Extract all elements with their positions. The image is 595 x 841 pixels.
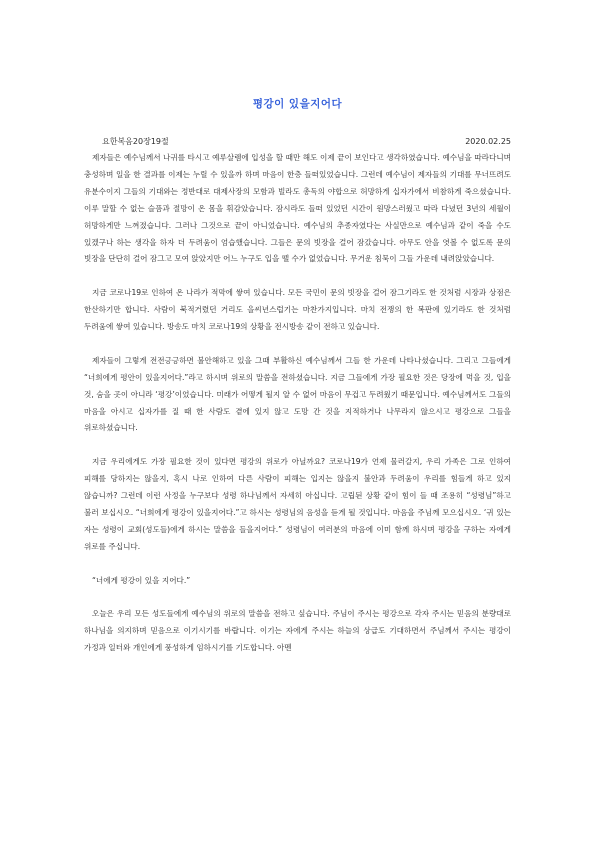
scripture-reference: 요한복음20장19절	[102, 137, 169, 146]
quote-paragraph: “너에게 평강이 있을 지어다.”	[92, 575, 191, 585]
paragraph-4: 지금 우리에게도 가장 필요한 것이 있다면 평강의 위로가 아닐까요? 코로나19가 언제 물러갈지, 우리 가족은 그로 인하여 피해를 당하지는 않을지, 혹시 나로 인하여 다른 사람이 피해는 입지는 않을지 불안과 두려움이 우리를 힘들게 하고 있지 않습니까? 그런데 이런 사정을 누구보다 성령 하나님께서 자세히 아십니다. 고립된 상황 같이 힘이 들 때 조용히 “성령님”하고 불러 보십시오. “너희에게 평강이 있을지어다.”고 하시는 성령님의 음성을 듣게 될 것입니다. 마음을 주님께 모으십시오. ‘귀 있는 자는 성령이 교회(성도들)에게 하시는 말씀을 들을지어다.” 성령님이 여러분의 마음에 이미 함께 하시며 평강을 구하는 자에게 위로를 주십니다.	[84, 457, 511, 551]
paragraph-2: 지금 코로나19로 인하여 온 나라가 적막에 쌓여 있습니다. 모든 국민이 문의 빗장을 걸어 잠그기라도 한 것처럼 시장과 상점은 한산하기만 합니다. 사람이 북적거렸던 거리도 을씨년스럽기는 마찬가지입니다. 마치 전쟁의 한 복판에 있기라도 한 것처럼 두려움에 쌓여 있습니다. 방송도 마치 코로나19의 상황을 전시방송 같이 전하고 있습니다.	[84, 288, 511, 332]
paragraph-3: 제자들이 그렇게 전전긍긍하면 불안해하고 있을 그때 부활하신 예수님께서 그들 한 가운데 나타나셨습니다. 그리고 그들에게 “너희에게 평안이 있을지어다.”라고 하시며 위로의 말씀을 전하셨습니다. 지금 그들에게 가장 필요한 것은 당장에 먹을 것, 입을 것, 숨을 곳이 아니라 ‘평강’이었습니다. 미래가 어떻게 될지 알 수 없어 마음이 무겁고 두려웠기 때문입니다. 예수님께서도 그들의 마음을 아시고 십자가를 질 때 한 사람도 곁에 있지 않고 도망 간 것을 지적하거나 나무라지 않으시고 평강으로 그들을 위로하셨습니다.	[84, 355, 511, 433]
document-date: 2020.02.25	[465, 137, 511, 146]
page-title: 평강이 있을지어다	[252, 98, 343, 110]
document-meta	[84, 135, 511, 149]
paragraph-1: 제자들은 예수님께서 나귀를 타시고 예루살렘에 입성을 할 때만 해도 이제 끝이 보인다고 생각하였습니다. 예수님을 따라다니며 충성하며 일을 한 결과를 이제는 누릴 수 있을까 하며 마음이 한층 들떠있었습니다. 그런데 예수님이 제자들의 기대를 무너뜨려도 유분수이지 그들의 기대와는 정반대로 대제사장의 모함과 빌라도 총독의 야합으로 허망하게 십자가에서 비참하게 죽으셨습니다. 이루 말할 수 없는 슬픔과 절망이 온 몸을 휘감았습니다. 잠시라도 들떠 있었던 시간이 원망스러웠고 따라 다녔던 3년의 세월이 허망하게만 느껴졌습니다. 그러나 그것으로 끝이 아니었습니다. 예수님의 추종자였다는 사실만으로 예수님과 같이 죽을 수도 있겠구나 하는 생각을 하자 더 두려움이 엄습했습니다. 그들은 문의 빗장을 걸어 잠갔습니다. 아무도 안을 엿볼 수 없도록 문의 빗장을 단단히 걸어 잠그고 모여 앉았지만 어느 누구도 입을 뗄 수가 없었습니다. 무거운 침묵이 그들 가운데 내려앉았습니다.	[84, 153, 511, 264]
paragraph-6: 오늘은 우리 모든 성도들에게 예수님의 위로의 말씀을 전하고 싶습니다. 주님이 주시는 평강으로 각자 주시는 믿음의 분량대로 하나님을 의지하며 믿음으로 이기시기를 바랍니다. 이기는 자에게 주시는 하늘의 상급도 기대하면서 주님께서 주시는 평강이 가정과 일터와 개인에게 풍성하게 임하시기를 기도합니다. 아멘	[84, 609, 511, 653]
document-body	[84, 150, 511, 674]
